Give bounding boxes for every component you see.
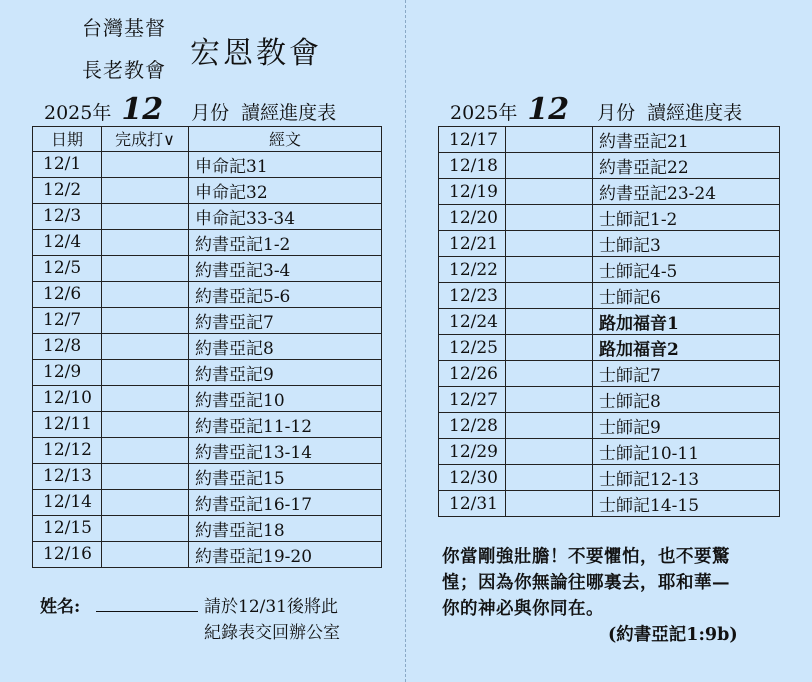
reading-cell: 士師記12-13	[593, 465, 780, 491]
completion-checkbox-cell[interactable]	[506, 413, 593, 439]
date-cell: 12/14	[33, 489, 102, 515]
table-row	[439, 335, 780, 361]
completion-checkbox-cell[interactable]	[102, 281, 189, 307]
date-cell: 12/24	[439, 309, 506, 335]
completion-checkbox-cell[interactable]	[102, 359, 189, 385]
date-cell: 12/19	[439, 179, 506, 205]
completion-checkbox-cell[interactable]	[102, 541, 189, 567]
reading-cell: 士師記3	[593, 231, 780, 257]
date-cell: 12/23	[439, 283, 506, 309]
date-cell: 12/31	[439, 491, 506, 517]
completion-checkbox-cell[interactable]	[102, 463, 189, 489]
reading-cell: 士師記6	[593, 283, 780, 309]
reading-cell: 申命記31	[189, 151, 382, 177]
completion-checkbox-cell[interactable]	[506, 439, 593, 465]
date-cell: 12/1	[33, 151, 102, 177]
date-cell: 12/12	[33, 437, 102, 463]
reading-cell: 約書亞記21	[593, 127, 780, 153]
completion-checkbox-cell[interactable]	[506, 387, 593, 413]
completion-checkbox-cell[interactable]	[102, 333, 189, 359]
table-row	[439, 205, 780, 231]
completion-checkbox-cell[interactable]	[506, 179, 593, 205]
reading-cell: 約書亞記23-24	[593, 179, 780, 205]
right-heading	[450, 92, 742, 127]
completion-checkbox-cell[interactable]	[102, 437, 189, 463]
reading-cell: 士師記4-5	[593, 257, 780, 283]
table-row	[33, 229, 382, 255]
reading-cell: 士師記10-11	[593, 439, 780, 465]
table-row	[439, 491, 780, 517]
table-row	[439, 283, 780, 309]
completion-checkbox-cell[interactable]	[102, 411, 189, 437]
table-row	[33, 515, 382, 541]
date-cell: 12/2	[33, 177, 102, 203]
reading-cell: 約書亞記10	[189, 385, 382, 411]
table-row	[33, 411, 382, 437]
verse-line2: 惶；因為你無論往哪裏去，耶和華—	[442, 573, 730, 593]
date-cell: 12/25	[439, 335, 506, 361]
reading-cell: 約書亞記22	[593, 153, 780, 179]
reading-cell: 申命記32	[189, 177, 382, 203]
reading-cell: 約書亞記9	[189, 359, 382, 385]
table-row	[33, 307, 382, 333]
completion-checkbox-cell[interactable]	[102, 255, 189, 281]
completion-checkbox-cell[interactable]	[102, 177, 189, 203]
table-row	[439, 387, 780, 413]
verse-reference: (約書亞記1:9b)	[608, 625, 738, 645]
completion-checkbox-cell[interactable]	[102, 515, 189, 541]
completion-checkbox-cell[interactable]	[506, 205, 593, 231]
header-scripture: 經文	[189, 127, 382, 152]
reading-cell: 路加福音2	[593, 335, 780, 361]
date-cell: 12/10	[33, 385, 102, 411]
heading-month: 12	[121, 92, 164, 127]
left-heading	[44, 92, 336, 127]
date-cell: 12/3	[33, 203, 102, 229]
table-row	[439, 231, 780, 257]
table-row	[33, 437, 382, 463]
reading-cell: 約書亞記11-12	[189, 411, 382, 437]
heading-suffix: 月份	[191, 102, 230, 124]
date-cell: 12/28	[439, 413, 506, 439]
page-divider	[405, 0, 406, 682]
table-row	[439, 361, 780, 387]
church-denomination-line2: 長老教會	[82, 58, 166, 82]
table-row	[439, 127, 780, 153]
heading-title: 讀經進度表	[241, 102, 337, 124]
reading-cell: 約書亞記13-14	[189, 437, 382, 463]
reading-cell: 士師記8	[593, 387, 780, 413]
reading-cell: 約書亞記5-6	[189, 281, 382, 307]
completion-checkbox-cell[interactable]	[506, 309, 593, 335]
table-row	[33, 255, 382, 281]
table-header-row	[33, 127, 382, 152]
date-cell: 12/13	[33, 463, 102, 489]
date-cell: 12/22	[439, 257, 506, 283]
reading-cell: 士師記14-15	[593, 491, 780, 517]
heading-suffix: 月份	[597, 102, 636, 124]
table-row	[33, 489, 382, 515]
date-cell: 12/8	[33, 333, 102, 359]
date-cell: 12/16	[33, 541, 102, 567]
date-cell: 12/9	[33, 359, 102, 385]
completion-checkbox-cell[interactable]	[506, 335, 593, 361]
date-cell: 12/17	[439, 127, 506, 153]
completion-checkbox-cell[interactable]	[102, 307, 189, 333]
reading-cell: 士師記9	[593, 413, 780, 439]
heading-title: 讀經進度表	[647, 102, 743, 124]
completion-checkbox-cell[interactable]	[102, 489, 189, 515]
reading-cell: 約書亞記1-2	[189, 229, 382, 255]
completion-checkbox-cell[interactable]	[506, 127, 593, 153]
table-row	[33, 359, 382, 385]
table-row	[33, 177, 382, 203]
completion-checkbox-cell[interactable]	[506, 465, 593, 491]
completion-checkbox-cell[interactable]	[506, 361, 593, 387]
completion-checkbox-cell[interactable]	[506, 231, 593, 257]
reading-cell: 約書亞記15	[189, 463, 382, 489]
date-cell: 12/11	[33, 411, 102, 437]
reading-cell: 約書亞記18	[189, 515, 382, 541]
table-row	[439, 309, 780, 335]
completion-checkbox-cell[interactable]	[506, 283, 593, 309]
date-cell: 12/30	[439, 465, 506, 491]
table-row	[33, 333, 382, 359]
date-cell: 12/27	[439, 387, 506, 413]
completion-checkbox-cell[interactable]	[102, 385, 189, 411]
date-cell: 12/26	[439, 361, 506, 387]
reading-cell: 士師記7	[593, 361, 780, 387]
date-cell: 12/18	[439, 153, 506, 179]
church-name: 宏恩教會	[190, 36, 322, 71]
verse-line3: 你的神必與你同在。	[442, 599, 604, 619]
table-row	[33, 541, 382, 567]
reading-cell: 路加福音1	[593, 309, 780, 335]
table-row	[33, 151, 382, 177]
completion-checkbox-cell[interactable]	[102, 203, 189, 229]
reading-cell: 約書亞記16-17	[189, 489, 382, 515]
table-row	[439, 179, 780, 205]
reading-cell: 約書亞記3-4	[189, 255, 382, 281]
heading-year: 2025年	[44, 102, 112, 124]
table-row	[33, 463, 382, 489]
date-cell: 12/5	[33, 255, 102, 281]
table-row	[439, 439, 780, 465]
return-note-line1: 請於12/31後將此	[204, 597, 338, 617]
name-blank-line[interactable]	[96, 611, 198, 612]
table-row	[439, 153, 780, 179]
left-schedule-table	[32, 126, 382, 568]
reading-cell: 士師記1-2	[593, 205, 780, 231]
table-row	[439, 257, 780, 283]
completion-checkbox-cell[interactable]	[506, 491, 593, 517]
completion-checkbox-cell[interactable]	[506, 257, 593, 283]
table-row	[33, 203, 382, 229]
church-denomination-line1: 台灣基督	[82, 16, 166, 40]
table-row	[33, 281, 382, 307]
completion-checkbox-cell[interactable]	[102, 229, 189, 255]
reading-cell: 申命記33-34	[189, 203, 382, 229]
date-cell: 12/6	[33, 281, 102, 307]
date-cell: 12/21	[439, 231, 506, 257]
right-schedule-table	[438, 126, 780, 517]
header-completed: 完成打∨	[102, 127, 189, 152]
heading-month: 12	[527, 92, 570, 127]
heading-year: 2025年	[450, 102, 518, 124]
table-row	[33, 385, 382, 411]
completion-checkbox-cell[interactable]	[506, 153, 593, 179]
date-cell: 12/7	[33, 307, 102, 333]
header-date: 日期	[33, 127, 102, 152]
verse-line1: 你當剛強壯膽！不要懼怕，也不要驚	[442, 547, 730, 567]
name-label: 姓名:	[40, 597, 81, 617]
reading-cell: 約書亞記7	[189, 307, 382, 333]
table-row	[439, 465, 780, 491]
completion-checkbox-cell[interactable]	[102, 151, 189, 177]
reading-cell: 約書亞記8	[189, 333, 382, 359]
date-cell: 12/4	[33, 229, 102, 255]
date-cell: 12/15	[33, 515, 102, 541]
table-row	[439, 413, 780, 439]
reading-cell: 約書亞記19-20	[189, 541, 382, 567]
return-note-line2: 紀錄表交回辦公室	[204, 623, 340, 643]
date-cell: 12/29	[439, 439, 506, 465]
date-cell: 12/20	[439, 205, 506, 231]
